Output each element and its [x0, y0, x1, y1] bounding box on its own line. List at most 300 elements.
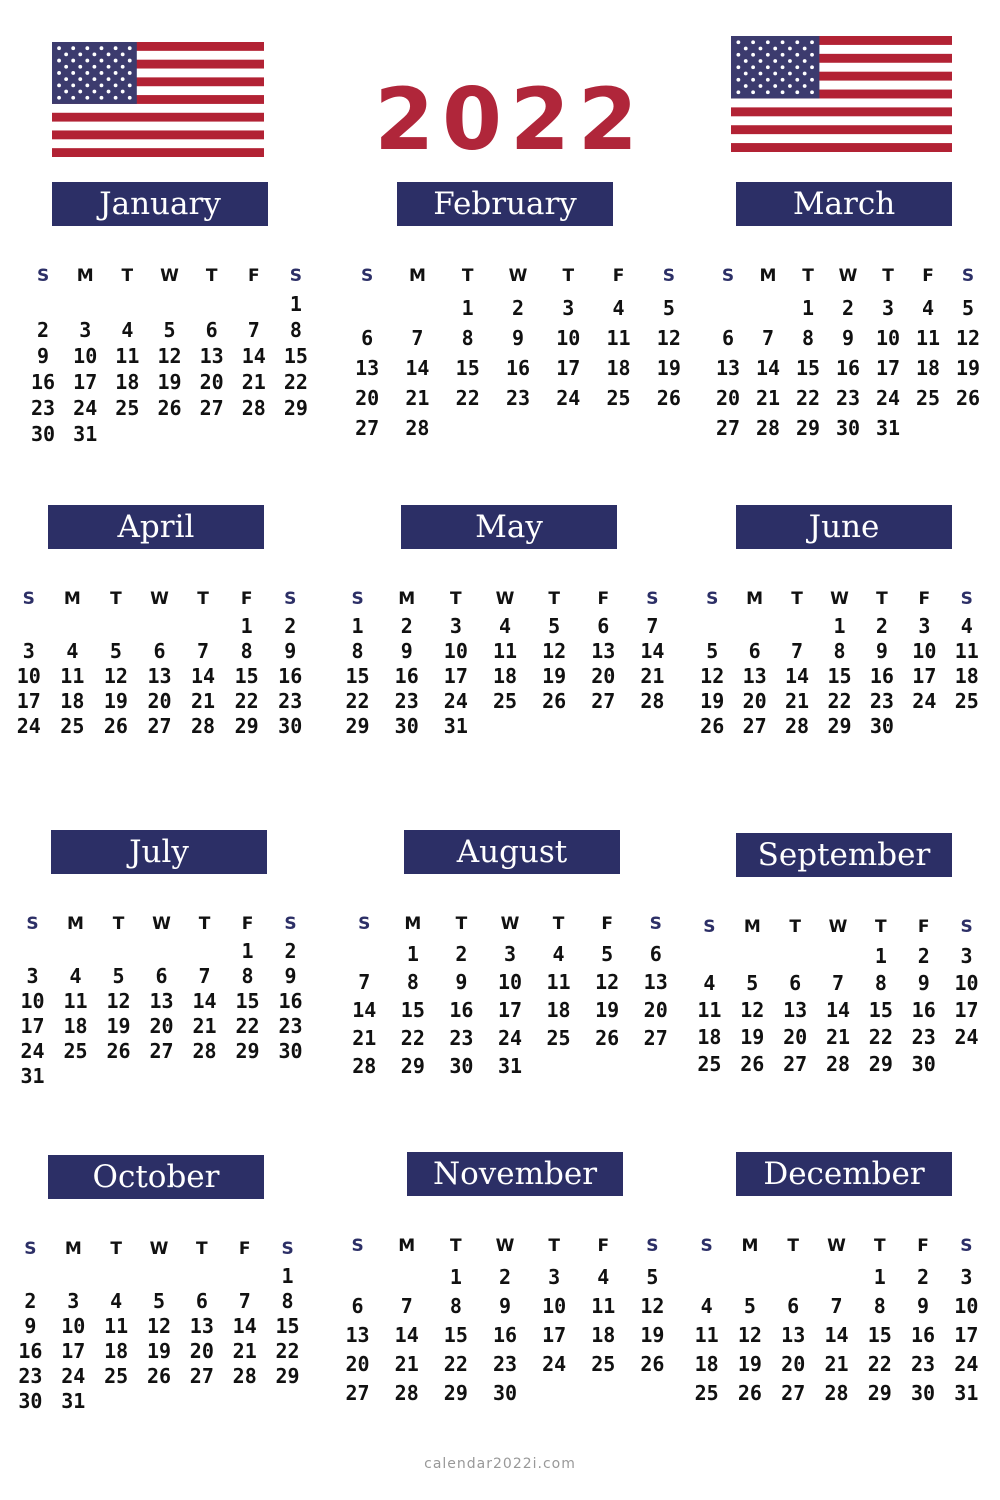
day-cell: 9 — [511, 326, 525, 350]
weekday-label: T — [876, 589, 888, 609]
day-cell: 29 — [400, 1054, 425, 1078]
day-cell: 7 — [197, 639, 210, 663]
us-flag-left — [52, 42, 264, 157]
flag-graphic — [731, 36, 952, 152]
weekday-label: T — [197, 589, 209, 609]
day-cell: 20 — [783, 1025, 808, 1049]
flag-star — [57, 96, 61, 100]
empty-cell — [817, 944, 860, 968]
weekday-label: S — [351, 589, 364, 609]
day-cell: 21 — [192, 1014, 217, 1038]
day-cell: 28 — [640, 689, 665, 713]
flag-star — [64, 52, 68, 56]
day-cell: 28 — [394, 1381, 419, 1405]
day-cell: 21 — [241, 370, 266, 394]
day-cell: 12 — [103, 664, 128, 688]
flag-star — [773, 59, 777, 63]
day-cell: 13 — [147, 664, 172, 688]
day-cell: 27 — [199, 396, 224, 420]
day-cell: 19 — [146, 1339, 172, 1363]
day-cell: 2 — [455, 942, 468, 966]
day-cell: 16 — [505, 356, 531, 380]
day-cell: 16 — [278, 989, 303, 1013]
flag-star — [71, 83, 75, 87]
day-cell: 10 — [912, 639, 937, 663]
day-cell: 11 — [606, 326, 631, 350]
empty-cell — [815, 1265, 858, 1289]
flag-star — [773, 84, 777, 88]
day-cell: 24 — [875, 386, 901, 410]
day-cell: 1 — [406, 942, 419, 966]
day-cell: 7 — [791, 639, 804, 663]
day-cell: 21 — [755, 386, 781, 410]
day-cell: 19 — [955, 356, 981, 380]
day-cell: 1 — [873, 1265, 886, 1289]
day-cell: 16 — [492, 1323, 518, 1347]
day-cell: 1 — [461, 296, 474, 320]
day-cell: 29 — [283, 396, 308, 420]
day-cell: 5 — [109, 639, 122, 663]
day-cell: 17 — [443, 664, 468, 688]
day-cell: 6 — [205, 318, 218, 342]
empty-cell — [748, 296, 788, 320]
day-cell: 7 — [830, 1294, 843, 1318]
day-cell: 7 — [238, 1289, 251, 1313]
day-cell: 8 — [873, 1294, 886, 1318]
day-cell: 9 — [400, 639, 413, 663]
month-february — [342, 182, 694, 440]
flag-star — [57, 71, 61, 75]
day-cell: 7 — [247, 318, 260, 342]
weekday-label: W — [152, 914, 171, 934]
day-cell: 26 — [595, 1026, 620, 1050]
day-cell: 15 — [275, 1314, 300, 1338]
day-cell: 6 — [597, 614, 610, 638]
day-cell: 2 — [511, 296, 525, 320]
day-cell: 23 — [911, 1025, 936, 1049]
day-cell: 29 — [234, 714, 259, 738]
flag-star — [121, 65, 125, 69]
day-cell: 13 — [199, 344, 224, 368]
day-cell: 9 — [24, 1314, 37, 1338]
weekday-label: M — [404, 914, 422, 934]
day-cell: 21 — [394, 1352, 419, 1376]
weekday-label: S — [22, 589, 35, 609]
weekday-label: S — [36, 266, 50, 286]
flag-star — [810, 65, 814, 69]
day-cell: 16 — [31, 370, 56, 394]
flag-stripe — [731, 134, 952, 143]
empty-cell — [233, 292, 275, 316]
flag-star — [773, 47, 777, 51]
day-cell: 12 — [740, 998, 765, 1022]
day-grid — [333, 1232, 677, 1405]
day-cell: 11 — [697, 998, 722, 1022]
flag-star — [766, 90, 770, 94]
weekday-label: T — [110, 1239, 122, 1259]
day-cell: 24 — [73, 396, 98, 420]
day-cell: 7 — [198, 964, 211, 988]
flag-stripe — [52, 104, 264, 113]
day-cell: 18 — [915, 356, 941, 380]
weekday-label: M — [746, 589, 764, 609]
day-cell: 21 — [824, 1352, 849, 1376]
month-header: March — [736, 182, 952, 226]
day-cell: 12 — [595, 970, 620, 994]
day-cell: 25 — [915, 386, 941, 410]
day-cell: 25 — [546, 1026, 571, 1050]
flag-star — [795, 65, 799, 69]
flag-star — [71, 96, 75, 100]
day-cell: 20 — [715, 386, 741, 410]
day-cell: 20 — [643, 998, 668, 1022]
weekday-label: T — [196, 1239, 208, 1259]
empty-cell — [191, 292, 233, 316]
day-cell: 1 — [874, 944, 887, 968]
day-cell: 19 — [157, 370, 182, 394]
day-cell: 9 — [455, 970, 468, 994]
day-grid — [340, 910, 680, 1078]
day-cell: 19 — [700, 689, 725, 713]
weekday-label: F — [612, 266, 625, 286]
day-cell: 25 — [60, 714, 85, 738]
day-grid — [342, 262, 694, 440]
day-cell: 22 — [345, 689, 370, 713]
month-header: April — [48, 505, 264, 549]
day-cell: 5 — [112, 964, 125, 988]
flag-star — [744, 72, 748, 76]
day-cell: 27 — [742, 714, 767, 738]
flag-star — [78, 65, 82, 69]
day-cell: 12 — [542, 639, 567, 663]
flag-star — [773, 72, 777, 76]
day-cell: 13 — [591, 639, 616, 663]
day-cell: 5 — [743, 1294, 756, 1318]
month-july — [11, 830, 312, 1088]
day-cell: 6 — [351, 1294, 364, 1318]
day-grid — [685, 1232, 988, 1405]
weekday-label: T — [461, 266, 474, 286]
empty-cell — [138, 614, 182, 638]
empty-cell — [774, 944, 817, 968]
day-cell: 25 — [697, 1052, 722, 1076]
flag-star — [121, 77, 125, 81]
empty-cell — [51, 614, 95, 638]
empty-cell — [728, 1265, 771, 1289]
day-cell: 4 — [700, 1294, 713, 1318]
month-march — [708, 182, 988, 440]
weekday-label: M — [63, 589, 81, 609]
flag-star — [744, 47, 748, 51]
day-cell: 22 — [868, 1025, 893, 1049]
day-cell: 20 — [199, 370, 224, 394]
weekday-label: T — [882, 266, 894, 286]
flag-star — [759, 59, 763, 63]
day-cell: 25 — [63, 1039, 88, 1063]
day-cell: 19 — [656, 356, 681, 380]
weekday-label: M — [759, 266, 777, 286]
weekday-label: T — [791, 589, 803, 609]
day-cell: 4 — [552, 942, 565, 966]
day-cell: 3 — [562, 296, 575, 320]
day-cell: 4 — [597, 1265, 610, 1289]
day-cell: 8 — [833, 639, 846, 663]
flag-star — [781, 53, 785, 57]
day-cell: 5 — [662, 296, 675, 320]
weekday-label: T — [875, 917, 887, 937]
month-header: January — [52, 182, 268, 226]
empty-cell — [180, 1264, 223, 1288]
flag-star — [803, 47, 807, 51]
day-cell: 8 — [801, 326, 815, 350]
weekday-label: S — [26, 914, 39, 934]
weekday-label: T — [121, 266, 134, 286]
day-cell: 15 — [400, 998, 425, 1022]
day-cell: 6 — [155, 964, 168, 988]
day-cell: 31 — [73, 422, 98, 446]
day-cell: 4 — [703, 971, 716, 995]
weekday-label: S — [649, 914, 662, 934]
day-cell: 11 — [492, 639, 518, 663]
day-cell: 20 — [591, 664, 616, 688]
day-cell: 21 — [232, 1339, 257, 1363]
flag-star — [78, 77, 82, 81]
day-cell: 3 — [67, 1289, 80, 1313]
day-cell: 11 — [915, 326, 941, 350]
day-cell: 1 — [801, 296, 815, 320]
day-cell: 2 — [498, 1265, 512, 1289]
day-cell: 7 — [831, 971, 845, 995]
flag-star — [57, 59, 61, 63]
flag-star — [71, 59, 75, 63]
day-cell: 8 — [351, 639, 364, 663]
weekday-label: F — [238, 1239, 251, 1259]
day-cell: 22 — [235, 1014, 260, 1038]
day-cell: 4 — [121, 318, 134, 342]
day-cell: 5 — [961, 296, 975, 320]
flag-star — [85, 46, 89, 50]
day-cell: 2 — [841, 296, 855, 320]
day-cell: 13 — [781, 1323, 806, 1347]
flag-stripe — [731, 116, 952, 125]
day-cell: 18 — [492, 664, 518, 688]
flag-star — [781, 90, 785, 94]
day-cell: 29 — [795, 416, 821, 440]
empty-cell — [333, 1265, 382, 1289]
weekday-label: T — [548, 589, 560, 609]
day-cell: 3 — [548, 1265, 561, 1289]
day-cell: 11 — [954, 639, 979, 663]
weekday-label: T — [873, 1236, 886, 1256]
weekday-label: T — [205, 266, 218, 286]
flag-stripe — [52, 148, 264, 157]
day-cell: 16 — [278, 664, 303, 688]
day-cell: 17 — [61, 1339, 86, 1363]
day-grid — [9, 1235, 309, 1413]
day-cell: 15 — [795, 356, 821, 380]
empty-cell — [733, 614, 775, 638]
day-cell: 9 — [917, 971, 930, 995]
day-cell: 28 — [232, 1364, 257, 1388]
day-cell: 29 — [868, 1052, 893, 1076]
day-cell: 27 — [643, 1026, 668, 1050]
day-cell: 13 — [345, 1323, 370, 1347]
month-header: October — [48, 1155, 264, 1199]
day-cell: 1 — [449, 1265, 462, 1289]
flag-star — [795, 90, 799, 94]
day-cell: 11 — [546, 970, 571, 994]
day-cell: 10 — [73, 344, 98, 368]
day-cell: 17 — [556, 356, 581, 380]
flag-star — [85, 83, 89, 87]
flag-star — [128, 96, 132, 100]
flag-star — [107, 90, 111, 94]
day-cell: 25 — [591, 1352, 616, 1376]
day-cell: 3 — [960, 944, 973, 968]
day-cell: 16 — [394, 664, 419, 688]
weekday-label: T — [552, 914, 565, 934]
day-cell: 1 — [351, 614, 364, 638]
empty-cell — [688, 944, 731, 968]
day-cell: 1 — [241, 939, 254, 963]
weekday-label: W — [830, 589, 849, 609]
month-header: November — [407, 1152, 623, 1196]
day-cell: 12 — [106, 989, 131, 1013]
day-cell: 13 — [149, 989, 174, 1013]
day-cell: 30 — [911, 1052, 936, 1076]
day-cell: 5 — [706, 639, 719, 663]
day-cell: 15 — [867, 1323, 892, 1347]
flag-star — [781, 65, 785, 69]
day-cell: 31 — [875, 416, 901, 440]
weekday-label: M — [398, 589, 416, 609]
day-cell: 25 — [694, 1381, 719, 1405]
day-cell: 26 — [700, 714, 725, 738]
day-cell: 9 — [284, 639, 297, 663]
empty-cell — [148, 292, 190, 316]
day-cell: 27 — [781, 1381, 806, 1405]
day-cell: 17 — [954, 1323, 979, 1347]
weekday-label: F — [240, 589, 253, 609]
month-june — [691, 505, 988, 738]
flag-star — [788, 47, 792, 51]
day-cell: 22 — [795, 386, 821, 410]
flag-star — [93, 77, 97, 81]
weekday-label: F — [597, 1236, 610, 1256]
day-cell: 9 — [841, 326, 855, 350]
flag-stripe — [731, 143, 952, 152]
weekday-label: S — [960, 1236, 973, 1256]
day-cell: 22 — [827, 689, 852, 713]
day-cell: 10 — [954, 1294, 979, 1318]
empty-cell — [138, 1264, 181, 1288]
weekday-label: F — [597, 589, 610, 609]
empty-cell — [392, 296, 442, 320]
day-cell: 3 — [26, 964, 39, 988]
day-cell: 8 — [449, 1294, 462, 1318]
day-cell: 29 — [235, 1039, 260, 1063]
day-cell: 6 — [721, 326, 735, 350]
day-cell: 28 — [785, 714, 810, 738]
day-cell: 24 — [954, 1352, 979, 1376]
empty-cell — [97, 939, 140, 963]
day-cell: 14 — [191, 664, 216, 688]
weekday-label: T — [198, 914, 211, 934]
flag-star — [759, 84, 763, 88]
empty-cell — [183, 939, 226, 963]
flag-star — [736, 53, 740, 57]
day-cell: 17 — [73, 370, 98, 394]
weekday-label: T — [562, 266, 575, 286]
day-cell: 13 — [742, 664, 767, 688]
day-cell: 8 — [874, 971, 887, 995]
day-cell: 20 — [189, 1339, 214, 1363]
day-cell: 30 — [835, 416, 861, 440]
empty-cell — [95, 1264, 138, 1288]
day-cell: 4 — [921, 296, 935, 320]
weekday-label: S — [960, 917, 973, 937]
day-cell: 4 — [612, 296, 625, 320]
weekday-label: T — [548, 1236, 560, 1256]
day-cell: 6 — [153, 639, 166, 663]
day-cell: 12 — [955, 326, 981, 350]
day-cell: 26 — [640, 1352, 665, 1376]
day-cell: 2 — [37, 318, 50, 342]
day-grid — [7, 585, 312, 738]
flag-star — [744, 59, 748, 63]
day-cell: 27 — [189, 1364, 214, 1388]
day-grid — [688, 913, 988, 1076]
day-cell: 17 — [542, 1323, 567, 1347]
weekday-label: M — [67, 914, 84, 934]
day-cell: 18 — [60, 689, 85, 713]
day-cell: 30 — [492, 1381, 518, 1405]
day-cell: 3 — [449, 614, 462, 638]
weekday-label: F — [918, 589, 931, 609]
day-cell: 26 — [656, 386, 681, 410]
flag-star — [781, 78, 785, 82]
flag-star — [93, 90, 97, 94]
day-cell: 15 — [443, 1323, 468, 1347]
day-cell: 7 — [646, 614, 659, 638]
day-cell: 6 — [361, 326, 374, 350]
flag-star — [759, 47, 763, 51]
day-cell: 28 — [405, 416, 430, 440]
day-cell: 1 — [289, 292, 302, 316]
day-grid — [708, 262, 988, 440]
day-cell: 11 — [694, 1323, 719, 1347]
empty-cell — [106, 292, 148, 316]
month-header: May — [401, 505, 617, 549]
day-cell: 14 — [405, 356, 430, 380]
empty-cell — [223, 1264, 266, 1288]
day-cell: 31 — [497, 1054, 523, 1078]
empty-cell — [691, 614, 733, 638]
day-cell: 25 — [492, 689, 518, 713]
flag-star — [795, 53, 799, 57]
weekday-label: S — [358, 914, 371, 934]
footer-website: calendar2022i.com — [424, 1456, 576, 1472]
weekday-label: F — [922, 266, 934, 286]
month-header: December — [736, 1152, 952, 1196]
flag-star — [751, 65, 755, 69]
day-cell: 22 — [867, 1352, 892, 1376]
day-cell: 5 — [152, 1289, 166, 1313]
day-grid — [333, 585, 677, 738]
day-cell: 28 — [241, 396, 266, 420]
day-cell: 23 — [278, 689, 303, 713]
weekday-label: T — [455, 914, 468, 934]
